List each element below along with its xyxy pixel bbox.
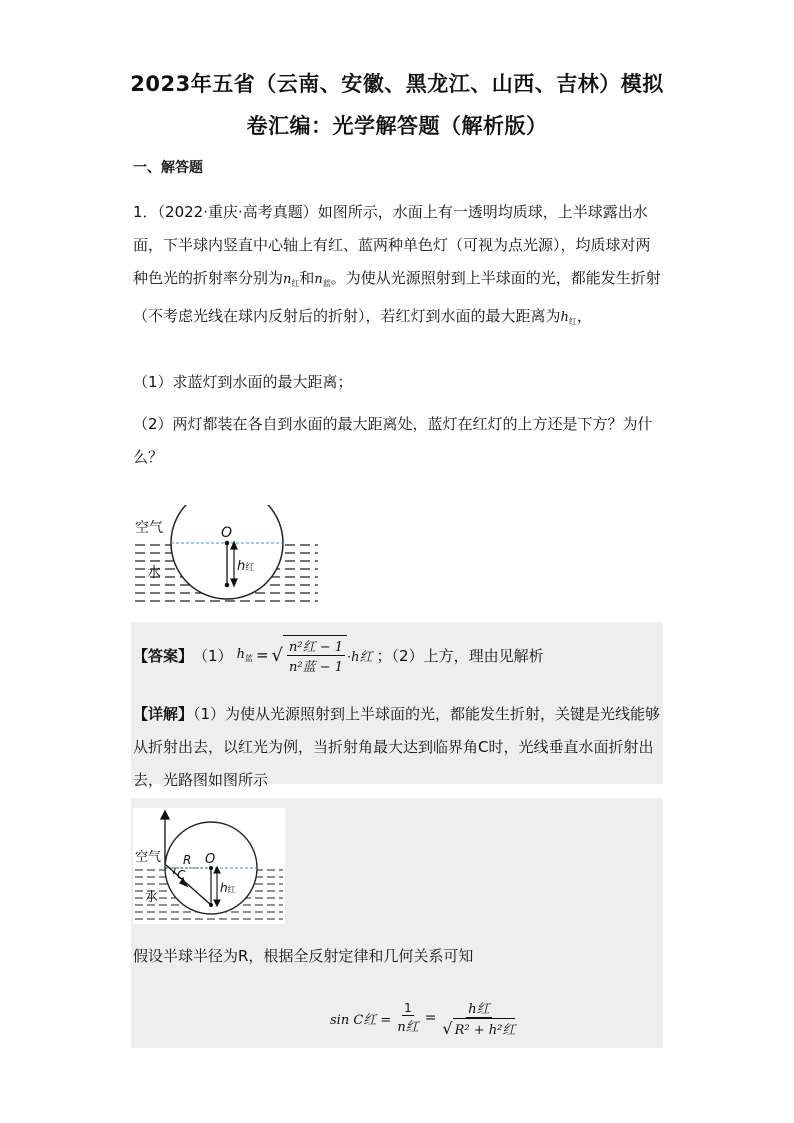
figure-light-path — [133, 808, 285, 924]
question-text: 1．（2022·重庆·高考真题）如图所示，水面上有一透明均质球，上半球露出水面，下半球内竖直中心轴上有红、蓝两种单色灯（可视为点光源），均质球对两种色光的折射率分别为$n_红$和$n_蓝$。为使从光源照射到上半球面的光，都能发生折射（不考虑光线在球内反射后的折射），若红灯到水面的最大距离为$h_红$， — [133, 203, 661, 326]
question-text-part2: 。为使从光源照射到上半球面的光，都能发生折射（不考虑光线在球内反射后的折射），若红灯到水面的最大距离为 — [133, 269, 661, 325]
n-red-symbol: $n_红$ — [283, 272, 300, 288]
and-text: 和 — [299, 269, 315, 287]
formula-fraction-1: $\frac{1}{\text{n红}}$ — [397, 1001, 419, 1035]
label-o: O — [221, 525, 233, 541]
section-heading: 一、解答题 — [133, 160, 203, 176]
label-r: R — [183, 853, 192, 867]
label-water-2: 水 — [145, 890, 159, 905]
light-point — [225, 583, 230, 588]
label-o-2: O — [205, 852, 216, 867]
label-water: 水 — [147, 565, 161, 581]
sub-question-2: （2）两灯都装在各自到水面的最大距离处，蓝灯在红灯的上方还是下方？为什么？ — [133, 415, 653, 466]
formula-fraction-2: h红 √ R² + h²红 — [442, 998, 515, 1038]
detail-text: 【详解】（1）为使从光源照射到上半球面的光，都能发生折射，关键是光线能够从折射出去，以红光为例，当折射角最大达到临界角C时，光线垂直水面折射出去，光路图如图所示 — [133, 705, 661, 789]
n-blue-symbol: $n_蓝$ — [314, 272, 331, 288]
label-h: h红 — [237, 559, 255, 574]
doc-title-line1: 2023年五省（云南、安徽、黑龙江、山西、吉林）模拟 — [130, 72, 664, 96]
center-point — [225, 541, 230, 546]
question-text-part1: 1．（2022·重庆·高考真题）如图所示，水面上有一透明均质球，上半球露出水面，下半球内竖直中心轴上有红、蓝两种单色灯（可视为点光源），均质球对两种色光的折射率分别为 — [133, 203, 651, 287]
sqrt-expression: √ $\frac{\text{n²红 − 1}}{\text{n²蓝 − 1}}$ — [272, 635, 348, 675]
detail-label: 【详解】 — [133, 705, 194, 723]
answer-line: 【答案】 （1） $h_蓝$ = √ $\frac{\text{n²红 − 1}}{\text{n²蓝 − 1}}$ ·h红 ；（2）上方，理由见解析 — [133, 640, 544, 670]
label-c: C — [177, 868, 186, 882]
label-h-2: h红 — [220, 881, 236, 895]
answer-label: 【答案】 — [133, 646, 194, 665]
critical-angle-formula: sin C红 = $\frac{1}{\text{n红}}$ = h红 √ R² + h²红 — [330, 998, 521, 1038]
answer-part2: ；（2）上方，理由见解析 — [376, 646, 544, 665]
answer-fraction: $\frac{\text{n²红 − 1}}{\text{n²蓝 − 1}}$ — [287, 636, 345, 675]
h-blue-symbol: $h_蓝$ — [236, 646, 253, 663]
figure-sphere-in-water — [133, 505, 323, 605]
label-air-2: 空气 — [135, 850, 162, 865]
assume-text: 假设半球半径为R，根据全反射定律和几何关系可知 — [133, 947, 474, 965]
doc-title-line2: 卷汇编：光学解答题（解析版） — [246, 114, 548, 138]
label-air: 空气 — [135, 520, 163, 536]
h-red-symbol: $h_红$ — [560, 310, 577, 326]
sub-question-1: （1）求蓝灯到水面的最大距离； — [133, 373, 353, 391]
